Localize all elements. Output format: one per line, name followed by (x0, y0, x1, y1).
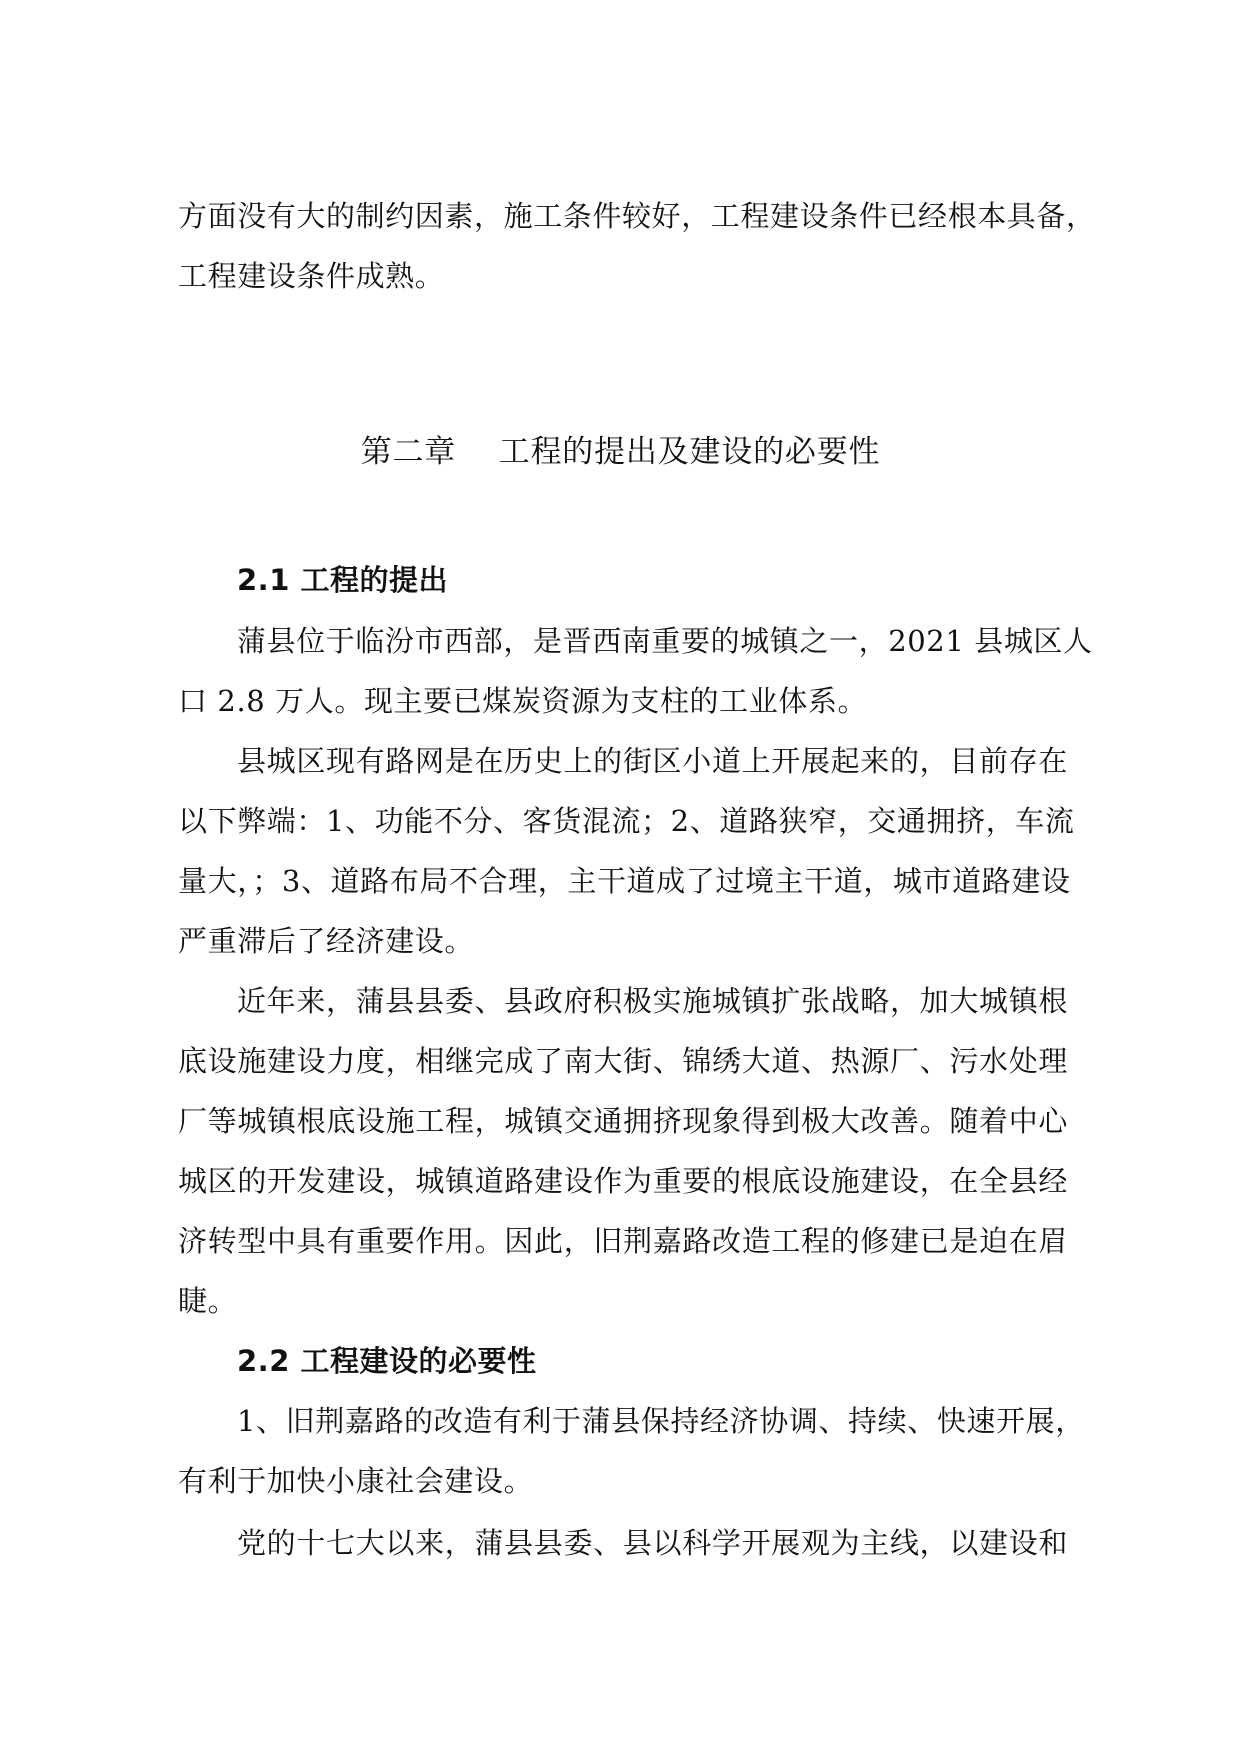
paragraph-line: 睫。 (178, 1284, 238, 1318)
paragraph-line: 严重滞后了经济建设。 (178, 924, 475, 958)
section-heading-2-2: 2.2 工程建设的必要性 (237, 1344, 537, 1378)
intro-line-2: 工程建设条件成熟。 (178, 259, 445, 293)
paragraph-line: 县城区现有路网是在历史上的街区小道上开展起来的，目前存在 (237, 744, 1068, 778)
paragraph-line: 有利于加快小康社会建设。 (178, 1464, 534, 1498)
paragraph-line: 城区的开发建设，城镇道路建设作为重要的根底设施建设，在全县经 (178, 1164, 1068, 1198)
paragraph-line: 1、旧荆嘉路的改造有利于蒲县保持经济协调、持续、快速开展， (237, 1404, 1085, 1438)
paragraph-line: 底设施建设力度，相继完成了南大街、锦绣大道、热源厂、污水处理 (178, 1044, 1068, 1078)
intro-line-1: 方面没有大的制约因素，施工条件较好，工程建设条件已经根本具备， (178, 199, 1096, 233)
paragraph-line: 口 2.8 万人。现主要已煤炭资源为支柱的工业体系。 (178, 684, 868, 718)
paragraph-line: 量大，；3、道路布局不合理，主干道成了过境主干道，城市道路建设 (178, 864, 1071, 898)
paragraph-line: 蒲县位于临汾市西部，是晋西南重要的城镇之一，2021 县城区人 (237, 624, 1093, 658)
paragraph-line: 厂等城镇根底设施工程，城镇交通拥挤现象得到极大改善。随着中心 (178, 1104, 1068, 1138)
paragraph-line: 党的十七大以来，蒲县县委、县以科学开展观为主线，以建设和 (237, 1526, 1068, 1560)
paragraph-line: 近年来，蒲县县委、县政府积极实施城镇扩张战略，加大城镇根 (237, 984, 1068, 1018)
paragraph-line: 济转型中具有重要作用。因此，旧荆嘉路改造工程的修建已是迫在眉 (178, 1224, 1068, 1258)
paragraph-line: 以下弊端：1、功能不分、客货混流；2、道路狭窄，交通拥挤，车流 (178, 804, 1075, 838)
chapter-title: 第二章 工程的提出及建设的必要性 (360, 434, 881, 470)
section-heading-2-1: 2.1 工程的提出 (237, 563, 448, 597)
